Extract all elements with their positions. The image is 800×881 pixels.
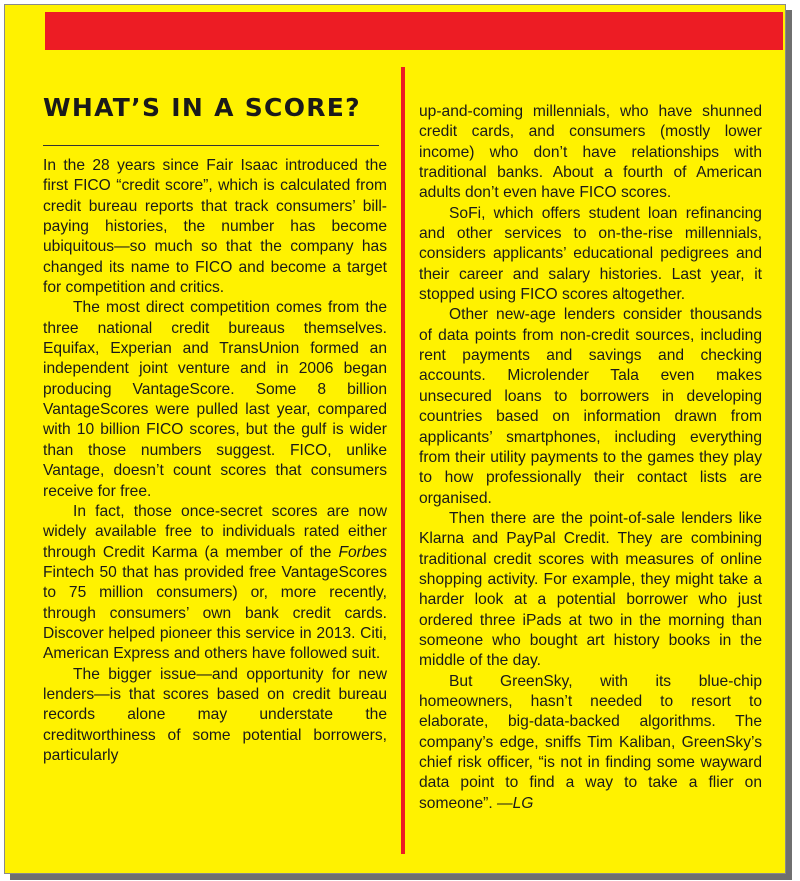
paragraph: SoFi, which offers student loan refinancing and other services to on-the-rise millennials, considers applicants’ educational pedigrees and their career and salary histories. Last year, it stopped using FICO scores altogether. bbox=[419, 204, 762, 304]
title-underline bbox=[43, 145, 379, 146]
paragraph: The most direct competition comes from the three national credit bureaus themselves. Equifax, Experian and TransUnion formed an independent joint venture and in 2006 began producing VantageScore. Some 8 billion VantageScores were pulled last year, compared with 10 billion FICO scores, but the gulf is wider than those numbers suggest. FICO, unlike Vantage, doesn’t count scores that consumers receive for free. bbox=[43, 299, 387, 500]
right-column bbox=[419, 102, 762, 814]
publication-name: Forbes bbox=[338, 543, 387, 561]
paragraph: up-and-coming millennials, who have shunned credit cards, and consumers (mostly lower income) who don’t have relationships with traditional banks. About a fourth of American adults don’t even have FICO scores. bbox=[419, 103, 762, 202]
red-header-bar bbox=[45, 12, 783, 50]
paragraph: The bigger issue—and opportunity for new lenders—is that scores based on credit bureau records alone may understate the creditworthiness of some potential borrowers, particularly bbox=[43, 665, 387, 764]
paragraph-text: In fact, those once-secret scores are now widely available free to individuals rated either through Credit Karma (a member of the bbox=[43, 502, 387, 561]
paragraph bbox=[43, 502, 387, 665]
paragraph-text: But GreenSky, with its blue-chip homeowners, hasn’t needed to resort to elaborate, big-data-backed algorithms. The company’s edge, sniffs Tim Kaliban, GreenSky’s chief risk officer, “is not in finding some wayward data point to find a way to take a flier on someone”. bbox=[419, 672, 762, 812]
paragraph: Other new-age lenders consider thousands of data points from non-credit sources, including rent payments and savings and checking accounts. Microlender Tala even makes unsecured loans to borrowers in developing countries based on information drawn from applicants’ smartphones, including everything from their utility payments to the games they play to how professionally their contact lists are organised. bbox=[419, 306, 762, 507]
paragraph-text: Fintech 50 that has provided free VantageScores to 75 million consumers) or, more recently, through consumers’ own bank credit cards. Discover helped pioneer this service in 2013. Citi, American Express and others have followed suit. bbox=[43, 563, 387, 663]
paragraph: Then there are the point-of-sale lenders like Klarna and PayPal Credit. They are combining traditional credit scores with measures of online shopping activity. For example, they might take a harder look at a potential borrower who just ordered three iPads at two in the morning than someone who bought art history books in the middle of the day. bbox=[419, 509, 762, 670]
column-divider bbox=[401, 67, 405, 854]
paragraph bbox=[419, 672, 762, 814]
paragraph: In the 28 years since Fair Isaac introduced the first FICO “credit score”, which is calculated from credit bureau reports that track consumers’ bill-paying histories, the number has become ubiquitous—so much so that the company has changed its name to FICO and become a target for competition and critics. bbox=[43, 157, 387, 297]
sidebar-box bbox=[4, 4, 786, 874]
box-title: WHAT’S IN A SCORE? bbox=[43, 93, 361, 122]
left-column bbox=[43, 156, 387, 766]
byline: —LG bbox=[497, 794, 534, 812]
